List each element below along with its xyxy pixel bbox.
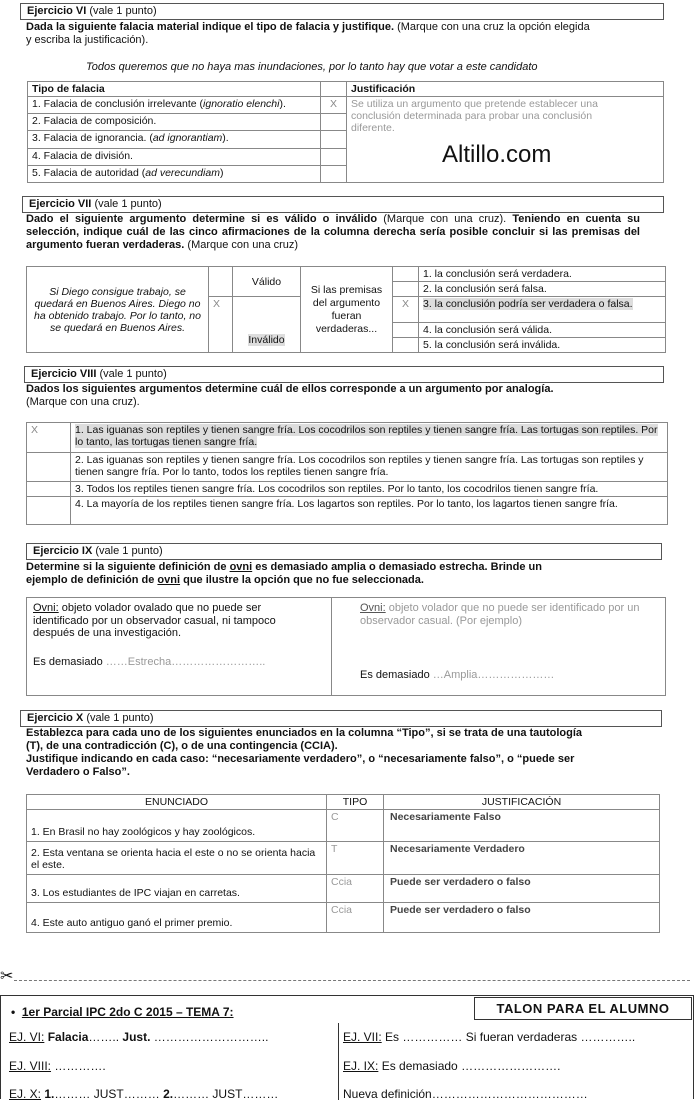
ex10-enunciado: 1. En Brasil no hay zoológicos y hay zoológicos. xyxy=(27,810,327,842)
talon-ej8[interactable]: EJ. VIII: …………. xyxy=(9,1059,106,1073)
ex7-invalido-mark[interactable]: X xyxy=(209,297,233,353)
ex8-option: 2. Las iguanas son reptiles y tienen sangre fría. Los cocodrilos son reptiles y tienen sangre fría. Las tortugas son reptiles y tienen sangre fría. Por lo tanto, todos los reptiles tienen sangre fría. xyxy=(71,453,668,482)
ex6-points: (vale 1 punto) xyxy=(89,5,157,17)
ex8-mark[interactable]: X xyxy=(27,423,71,453)
cut-line xyxy=(14,980,690,981)
ex8-mark[interactable] xyxy=(27,453,71,482)
ex6-col-tipo: Tipo de falacia xyxy=(28,82,321,97)
ex9-instructions: Determine si la siguiente definición de ovni es demasiado amplia o demasiado estrecha. Brinde un ejemplo de definición de ovni que ilustre la opción que no fue seleccionada. xyxy=(26,561,542,586)
ex7-argument: Si Diego consigue trabajo, se quedará en Buenos Aires. Diego no ha obtenido trabajo. Por lo tanto, no se quedará en Buenos Aires. xyxy=(27,267,209,353)
ex8-header: Ejercicio VIII (vale 1 punto) xyxy=(24,366,664,383)
ex6-mark[interactable] xyxy=(321,114,347,131)
ex8-mark[interactable] xyxy=(27,497,71,525)
ex10-header: Ejercicio X (vale 1 punto) xyxy=(20,710,662,727)
ex7-instructions: Dado el siguiente argumento determine si es válido o inválido (Marque con una cruz). Teniendo en cuenta su selección, indique cuál de las cinco afirmaciones de la columna derecha sería posible concluir si las premisas del argumento fueran verdaderas. (Marque con una cruz) xyxy=(26,213,640,251)
ex9-divider xyxy=(331,598,332,695)
ex8-option: 1. Las iguanas son reptiles y tienen sangre fría. Los cocodrilos son reptiles y tienen sangre fría. Las tortugas son reptiles. Por lo tanto, las tortugas tienen sangre fría. xyxy=(71,423,668,453)
ex10-tipo[interactable]: Ccia xyxy=(327,875,384,903)
ex10-enunciado: 3. Los estudiantes de IPC viajan en carretas. xyxy=(27,875,327,903)
ex7-option: 4. la conclusión será válida. xyxy=(419,323,666,338)
ex7-option: 5. la conclusión será inválida. xyxy=(419,338,666,353)
talon-exam: • 1er Parcial IPC 2do C 2015 – TEMA 7: xyxy=(11,1005,234,1019)
ex9-right-answer[interactable]: Es demasiado …Amplia………………… xyxy=(360,669,555,681)
ex8-instructions: Dados los siguientes argumentos determine cuál de ellos corresponde a un argumento por analogía. (Marque con una cruz). xyxy=(26,383,554,408)
ex10-tipo[interactable]: Ccia xyxy=(327,903,384,933)
ex6-header xyxy=(20,3,664,20)
ex6-instructions: Dada la siguiente falacia material indique el tipo de falacia y justifique. (Marque con una cruz la opción elegida y escriba la justificación). xyxy=(26,21,590,46)
ex10-enunciado: 2. Esta ventana se orienta hacia el este o no se orienta hacia el este. xyxy=(27,842,327,875)
ex7-option: 1. la conclusión será verdadera. xyxy=(419,267,666,282)
ex9-box xyxy=(26,597,666,696)
talon-ej9[interactable]: EJ. IX: Es demasiado ……………………. xyxy=(343,1059,561,1073)
ex10-instructions: Establezca para cada uno de los siguientes enunciados en la columna “Tipo”, si se trata de una tautología (T), de una contradicción (C), o de una contingencia (CCIA). Justifique indicando en cada caso: “necesariamente verdadero”, o “necesariamente falso”, o “puede ser Verdadero o Falso”. xyxy=(26,727,583,778)
ex7-opt-mark[interactable] xyxy=(393,323,419,338)
ex7-option: 3. la conclusión podría ser verdadera o falsa. xyxy=(419,297,666,323)
ex10-just[interactable]: Puede ser verdadero o falso xyxy=(384,875,660,903)
ex6-mark[interactable] xyxy=(321,148,347,165)
ex7-opt-mark[interactable] xyxy=(393,338,419,353)
ex7-table xyxy=(26,266,666,353)
ex6-row: 2. Falacia de composición. xyxy=(28,114,321,131)
ex6-row: 4. Falacia de división. xyxy=(28,148,321,165)
talon-title: TALON PARA EL ALUMNO xyxy=(474,997,692,1020)
talon-ej10[interactable]: EJ. X: 1.……… JUST……… 2.……… JUST……… xyxy=(9,1087,279,1101)
watermark: Altillo.com xyxy=(442,141,552,168)
ex9-left[interactable]: Ovni: objeto volador ovalado que no puede ser identificado por un observador casual, ni tampoco después de una investigación. xyxy=(33,602,276,639)
ex6-title: Ejercicio VI xyxy=(27,5,87,17)
ex10-just[interactable]: Necesariamente Verdadero xyxy=(384,842,660,875)
talon-box xyxy=(0,995,694,1099)
ex7-valido: Válido xyxy=(233,267,301,297)
ex7-header: Ejercicio VII (vale 1 punto) xyxy=(22,196,664,213)
ex10-col-enunciado: ENUNCIADO xyxy=(27,795,327,810)
ex6-row: 5. Falacia de autoridad (ad verecundiam) xyxy=(28,165,321,182)
bullet-icon: • xyxy=(11,1005,16,1019)
ex6-mark[interactable]: X xyxy=(321,97,347,114)
ex8-option: 3. Todos los reptiles tienen sangre fría. Los cocodrilos son reptiles. Por lo tanto, los cocodrilos tienen sangre fría. xyxy=(71,482,668,497)
ex8-mark[interactable] xyxy=(27,482,71,497)
talon-ej6[interactable]: EJ. VI: Falacia…….. Just. ……………………….. xyxy=(9,1030,269,1044)
ex6-justification-cell[interactable] xyxy=(347,97,664,183)
ex7-option: 2. la conclusión será falsa. xyxy=(419,282,666,297)
ex7-opt-mark[interactable] xyxy=(393,267,419,282)
ex7-invalido: Inválido xyxy=(233,297,301,353)
talon-divider xyxy=(338,1023,339,1100)
scissors-icon: ✂ xyxy=(0,968,14,985)
ex10-just[interactable]: Necesariamente Falso xyxy=(384,810,660,842)
talon-ej7[interactable]: EJ. VII: Es …………… Si fueran verdaderas ………….. xyxy=(343,1030,636,1044)
ex8-table xyxy=(26,422,668,525)
ex10-just[interactable]: Puede ser verdadero o falso xyxy=(384,903,660,933)
ex6-table xyxy=(27,81,664,183)
ex6-quote: Todos queremos que no haya mas inundaciones, por lo tanto hay que votar a este candidato xyxy=(86,61,538,73)
ex10-enunciado: 4. Este auto antiguo ganó el primer premio. xyxy=(27,903,327,933)
ex10-col-just: JUSTIFICACIÓN xyxy=(384,795,660,810)
ex7-opt-mark[interactable] xyxy=(393,282,419,297)
talon-nueva[interactable]: Nueva definición………………………………… xyxy=(343,1087,588,1101)
ex6-row: 1. Falacia de conclusión irrelevante (ignoratio elenchi). xyxy=(28,97,321,114)
ex10-table xyxy=(26,794,660,933)
ex6-justification: Se utiliza un argumento que pretende establecer una conclusión determinada para probar una conclusión diferente. xyxy=(351,98,598,134)
ex10-col-tipo: TIPO xyxy=(327,795,384,810)
ex7-premisas: Si las premisas del argumento fueran verdaderas... xyxy=(301,267,393,353)
ex6-mark[interactable] xyxy=(321,131,347,148)
ex6-col-just: Justificación xyxy=(347,82,664,97)
ex6-row: 3. Falacia de ignorancia. (ad ignorantiam). xyxy=(28,131,321,148)
ex9-right[interactable]: Ovni: objeto volador que no puede ser identificado por un observador casual. (Por ejemplo) xyxy=(360,602,640,627)
ex10-tipo[interactable]: C xyxy=(327,810,384,842)
ex6-mark[interactable] xyxy=(321,165,347,182)
ex9-header: Ejercicio IX (vale 1 punto) xyxy=(26,543,662,560)
ex10-tipo[interactable]: T xyxy=(327,842,384,875)
ex7-opt-mark[interactable]: X xyxy=(393,297,419,323)
ex9-left-answer[interactable]: Es demasiado ……Estrecha…………………….. xyxy=(33,656,266,668)
ex8-option: 4. La mayoría de los reptiles tienen sangre fría. Los lagartos son reptiles. Por lo tanto, los lagartos tienen sangre fría. xyxy=(71,497,668,525)
